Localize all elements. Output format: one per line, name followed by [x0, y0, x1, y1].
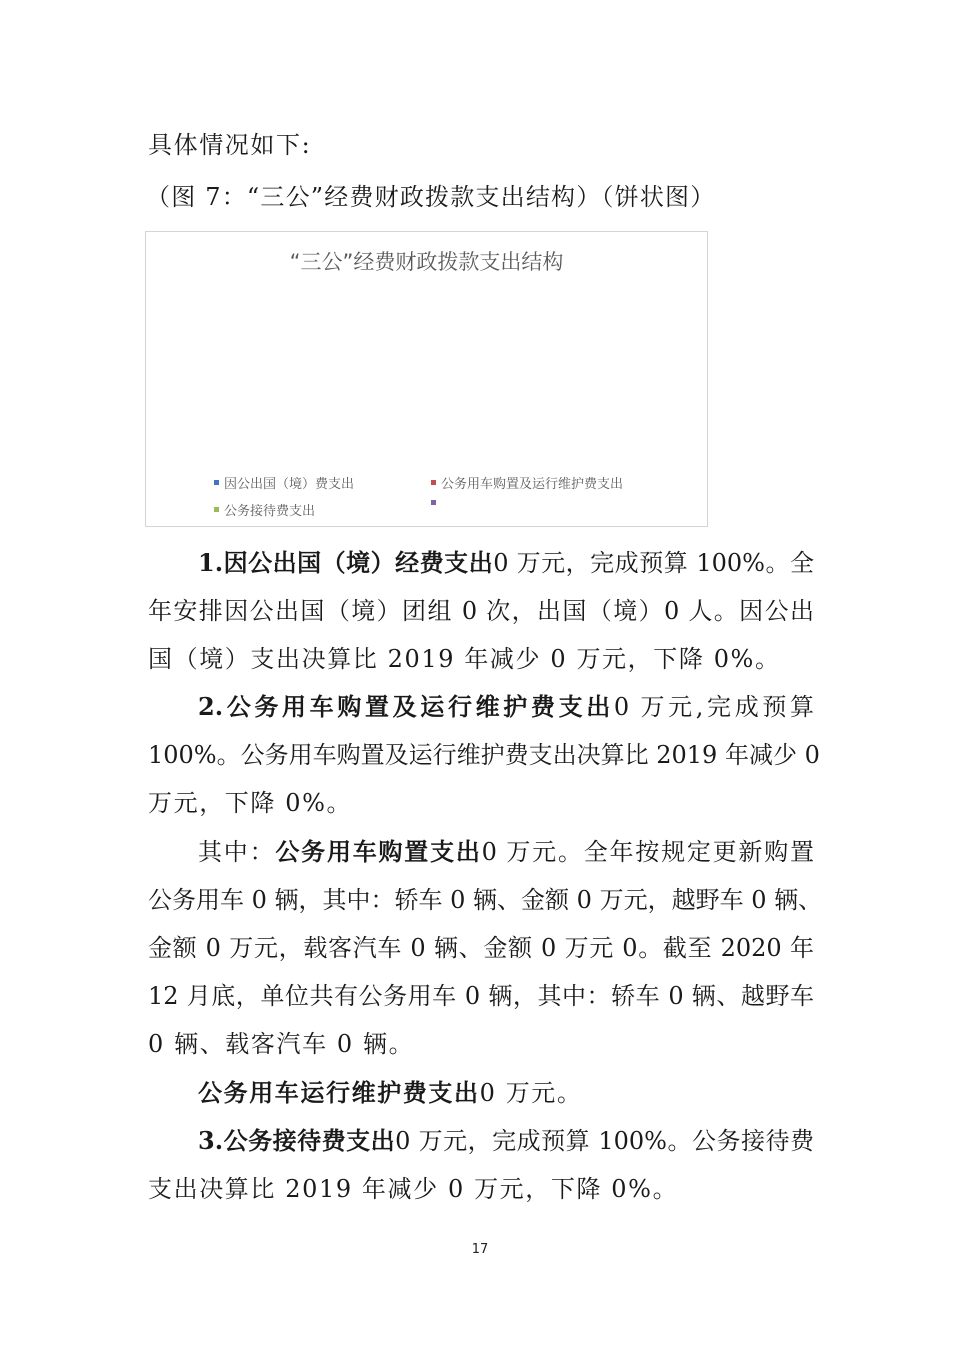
page-number: 17	[471, 1242, 489, 1257]
para1-line3: 国（境）支出决算比 2019 年减少 0 万元，下降 0%。	[148, 645, 781, 673]
legend-label-0: 因公出国（境）费支出	[224, 477, 355, 492]
legend-label-2: 公务接待费支出	[224, 504, 316, 519]
para4-line1	[198, 1078, 583, 1108]
para3-heading: 公务用车购置支出	[275, 837, 482, 866]
para3-line3: 金额 0 万元，载客汽车 0 辆、金额 0 万元 0。截至 2020 年	[148, 934, 814, 962]
para1-heading: 1.因公出国（境）经费支出	[198, 548, 494, 577]
figure-caption: （图 7：“三公”经费财政拨款支出结构）（饼状图）	[146, 183, 716, 211]
para2-heading: 2.公务用车购置及运行维护费支出	[198, 692, 614, 721]
legend-swatch-3	[431, 500, 436, 505]
para5-line1	[198, 1126, 814, 1156]
pie-chart	[145, 231, 708, 527]
para3-line5: 0 辆、载客汽车 0 辆。	[148, 1030, 415, 1058]
legend-item-3	[431, 500, 441, 505]
para2-line1-text: 0 万元,完成预算	[613, 693, 815, 721]
para1-line1-text: 0 万元，完成预算 100%。全	[493, 549, 815, 577]
legend-swatch-1	[431, 480, 436, 485]
para4-text: 0 万元。	[479, 1079, 583, 1107]
chart-title: “三公”经费财政拨款支出结构	[289, 250, 564, 274]
para3-line2: 公务用车 0 辆，其中：轿车 0 辆、金额 0 万元，越野车 0 辆、	[148, 886, 823, 914]
para2-line2: 100%。公务用车购置及运行维护费支出决算比 2019 年减少 0	[148, 741, 820, 769]
para5-line1-text: 0 万元，完成预算 100%。公务接待费	[395, 1127, 815, 1155]
para1-line2: 年安排因公出国（境）团组 0 次，出国（境）0 人。因公出	[148, 597, 814, 625]
para4-heading: 公务用车运行维护费支出	[198, 1078, 480, 1107]
legend-swatch-0	[214, 480, 219, 485]
para5-line2: 支出决算比 2019 年减少 0 万元，下降 0%。	[148, 1175, 679, 1203]
legend-item-0	[214, 473, 354, 492]
para1-line1	[198, 548, 814, 578]
para3-line4: 12 月底，单位共有公务用车 0 辆，其中：轿车 0 辆、越野车	[148, 982, 814, 1010]
legend-item-2	[214, 500, 315, 519]
para2-line3: 万元，下降 0%。	[148, 789, 353, 817]
legend-label-1: 公务用车购置及运行维护费支出	[441, 477, 624, 492]
intro-text: 具体情况如下:	[148, 131, 312, 159]
legend-item-1	[431, 473, 623, 492]
para3-prefix: 其中：	[198, 838, 276, 866]
legend-swatch-2	[214, 507, 219, 512]
para3-line1	[198, 837, 814, 867]
para2-line1	[198, 692, 814, 722]
para3-line1-text: 0 万元。全年按规定更新购置	[481, 838, 815, 866]
para5-heading: 3.公务接待费支出	[198, 1126, 396, 1155]
